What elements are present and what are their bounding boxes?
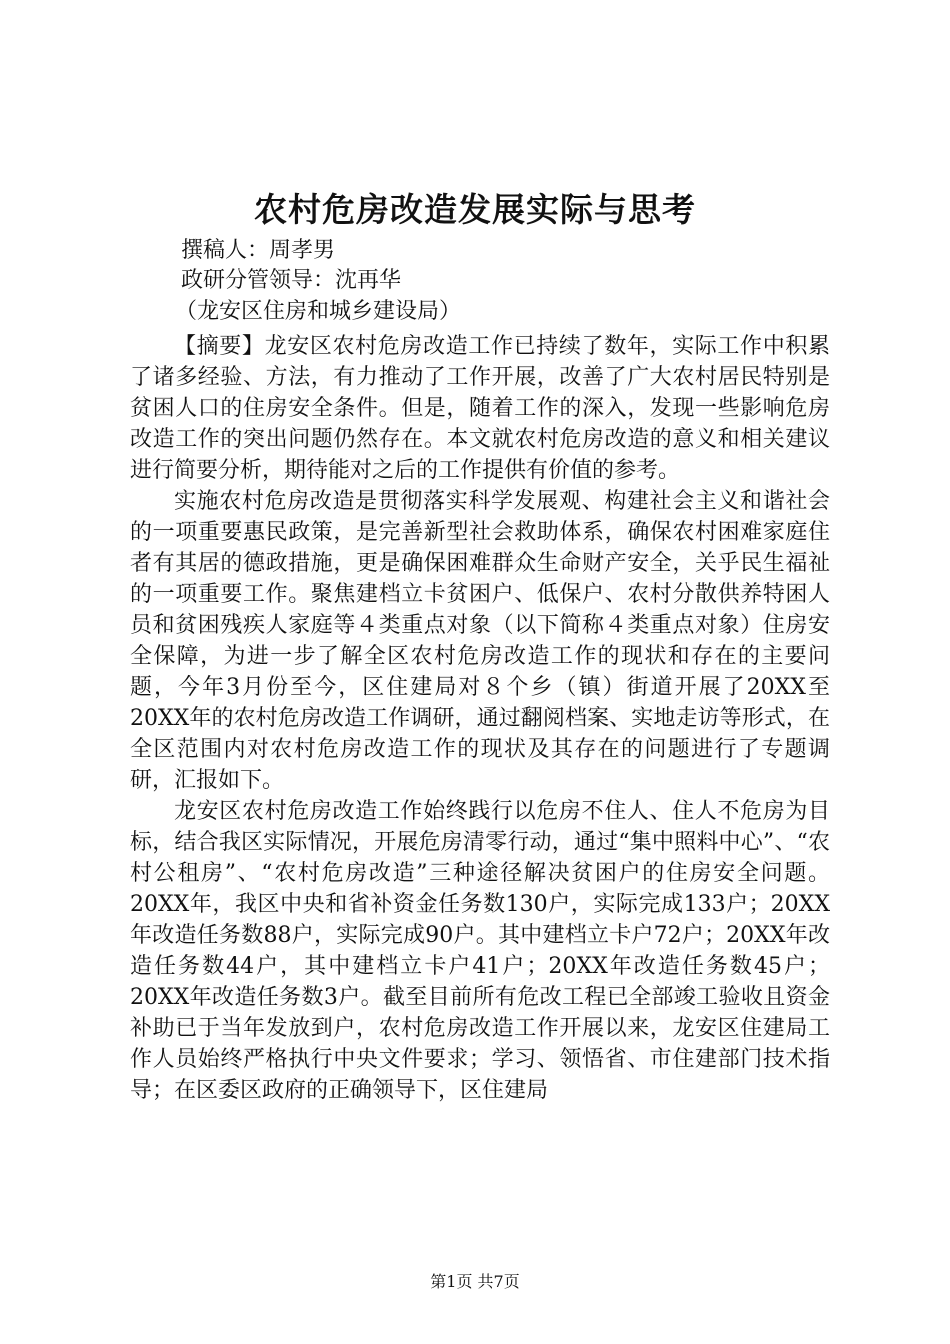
page-number-footer: 第1页 共7页 <box>430 1272 520 1291</box>
author-line: 撰稿人：周孝男 <box>181 238 336 263</box>
body-paragraph: 龙安区农村危房改造工作始终践行以危房不住人、住人不危房为目标，结合我区实际情况，开展危房清零行动，通过“集中照料中心”、“农村公租房”、“农村危房改造”三种途径解决贫困户的住房安全问题。20XX年，我区中央和省补资金任务数130户，实际完成133户；20XX年改造任务数88户，实际完成90户。其中建档立卡户72户；20XX年改造任务数44户，其中建档立卡户41户；20XX年改造任务数45户；20XX年改造任务数3户。截至目前所有危改工程已全部竣工验收且资金补助已于当年发放到户，农村危房改造工作开展以来，龙安区住建局工作人员始终严格执行中央文件要求；学习、领悟省、市住建部门技术指导；在区委区政府的正确领导下，区住建局 <box>130 799 830 1103</box>
document-body <box>130 331 830 1106</box>
organization-line: （龙安区住房和城乡建设局） <box>175 299 462 324</box>
leader-line: 政研分管领导：沈再华 <box>181 268 402 293</box>
document-title: 农村危房改造发展实际与思考 <box>254 190 696 229</box>
abstract-paragraph: 【摘要】龙安区农村危房改造工作已持续了数年，实际工作中积累了诸多经验、方法，有力推动了工作开展，改善了广大农村居民特别是贫困人口的住房安全条件。但是，随着工作的深入，发现一些影响危房改造工作的突出问题仍然存在。本文就农村危房改造的意义和相关建议进行简要分析，期待能对之后的工作提供有价值的参考。 <box>130 334 830 483</box>
body-paragraph: 实施农村危房改造是贯彻落实科学发展观、构建社会主义和谐社会的一项重要惠民政策，是完善新型社会救助体系，确保农村困难家庭住者有其居的德政措施，更是确保困难群众生命财产安全，关乎民生福祉的一项重要工作。聚焦建档立卡贫困户、低保户、农村分散供养特困人员和贫困残疾人家庭等４类重点对象（以下简称４类重点对象）住房安全保障，为进一步了解全区农村危房改造工作的现状和存在的主要问题，今年3月份至今，区住建局对８个乡（镇）街道开展了20XX至20XX年的农村危房改造工作调研，通过翻阅档案、实地走访等形式，在全区范围内对农村危房改造工作的现状及其存在的问题进行了专题调研，汇报如下。 <box>130 489 830 793</box>
